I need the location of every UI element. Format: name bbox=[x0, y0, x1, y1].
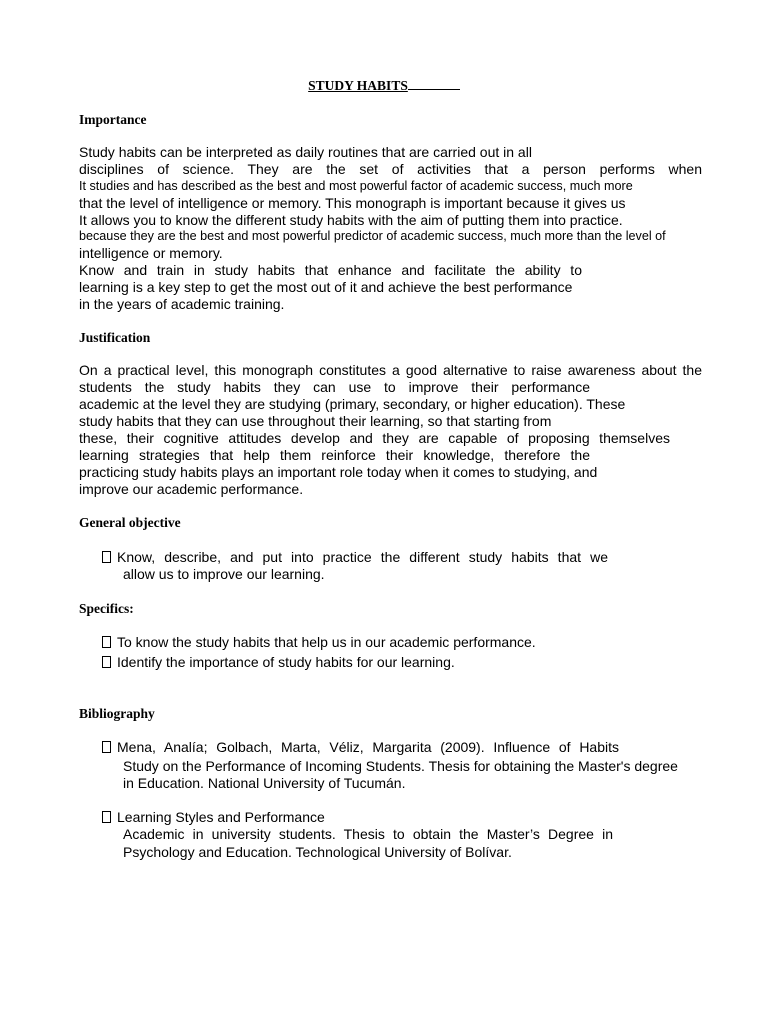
title-text: STUDY HABITS bbox=[308, 78, 408, 93]
title-underline bbox=[408, 78, 460, 90]
bibliography-entry-text: Mena, Analía; Golbach, Marta, Véliz, Margarita (2009). Influence of Habits bbox=[117, 739, 619, 755]
bibliography-entry-continuation: in Education. National University of Tucumán. bbox=[123, 775, 406, 791]
list-item bbox=[102, 549, 608, 566]
importance-line: It studies and has described as the best and most powerful factor of academic success, much more bbox=[79, 179, 633, 193]
importance-line: Study habits can be interpreted as daily routines that are carried out in all bbox=[79, 144, 532, 160]
importance-line: because they are the best and most powerful predictor of academic success, much more than the level of bbox=[79, 229, 666, 243]
importance-line: learning is a key step to get the most out of it and achieve the best performance bbox=[79, 279, 573, 295]
justification-line: practicing study habits plays an important role today when it comes to studying, and bbox=[79, 464, 598, 480]
importance-line: It allows you to know the different study habits with the aim of putting them into practice. bbox=[79, 212, 623, 228]
bibliography-entry-continuation: Psychology and Education. Technological University of Bolívar. bbox=[123, 844, 512, 860]
bullet-box-icon bbox=[102, 551, 111, 563]
justification-line: academic at the level they are studying (primary, secondary, or higher education). These bbox=[79, 396, 626, 412]
importance-line: intelligence or memory. bbox=[79, 245, 223, 261]
page-title bbox=[0, 78, 768, 94]
justification-line: On a practical level, this monograph constitutes a good alternative to raise awareness about the bbox=[79, 362, 702, 378]
section-heading-general-objective: General objective bbox=[79, 515, 181, 530]
section-heading-importance: Importance bbox=[79, 112, 147, 127]
bullet-box-icon bbox=[102, 741, 111, 753]
bibliography-entry-continuation: Academic in university students. Thesis to obtain the Master’s Degree in bbox=[123, 826, 613, 842]
list-item-text: To know the study habits that help us in our academic performance. bbox=[117, 634, 536, 650]
justification-line: improve our academic performance. bbox=[79, 481, 304, 497]
justification-line: these, their cognitive attitudes develop and they are capable of proposing themselves bbox=[79, 430, 670, 446]
importance-line: disciplines of science. They are the set of activities that a person performs when bbox=[79, 161, 702, 177]
bullet-box-icon bbox=[102, 656, 111, 668]
list-item bbox=[102, 654, 455, 671]
list-item-continuation: allow us to improve our learning. bbox=[123, 566, 325, 582]
section-heading-specifics: Specifics: bbox=[79, 601, 134, 616]
bibliography-entry-text: Learning Styles and Performance bbox=[117, 809, 325, 825]
importance-line: Know and train in study habits that enhance and facilitate the ability to bbox=[79, 262, 582, 278]
section-heading-justification: Justification bbox=[79, 330, 151, 345]
list-item-text: Identify the importance of study habits for our learning. bbox=[117, 654, 455, 670]
list-item-text: Know, describe, and put into practice the different study habits that we bbox=[117, 549, 608, 565]
justification-line: learning strategies that help them reinforce their knowledge, therefore the bbox=[79, 447, 590, 463]
importance-line: in the years of academic training. bbox=[79, 296, 285, 312]
justification-line: study habits that they can use throughout their learning, so that starting from bbox=[79, 413, 552, 429]
importance-line: that the level of intelligence or memory. This monograph is important because it gives us bbox=[79, 195, 626, 211]
list-item bbox=[102, 634, 536, 651]
bullet-box-icon bbox=[102, 811, 111, 823]
section-heading-bibliography: Bibliography bbox=[79, 706, 155, 721]
justification-line: students the study habits they can use to improve their performance bbox=[79, 379, 590, 395]
bullet-box-icon bbox=[102, 636, 111, 648]
bibliography-entry bbox=[102, 739, 619, 756]
bibliography-entry-continuation: Study on the Performance of Incoming Students. Thesis for obtaining the Master's degree bbox=[123, 758, 678, 774]
bibliography-entry bbox=[102, 809, 325, 826]
